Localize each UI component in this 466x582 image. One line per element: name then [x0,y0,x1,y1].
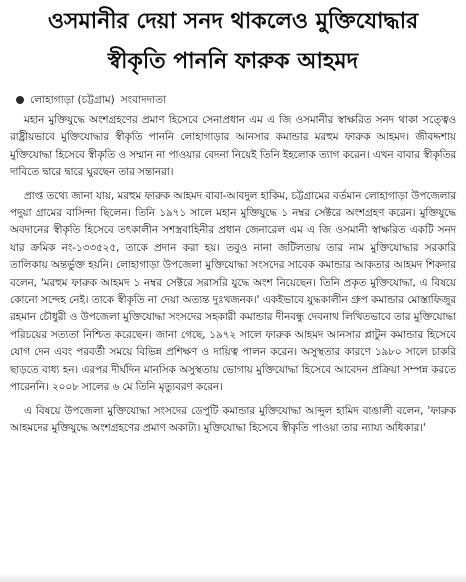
headline-line-1: ওসমানীর দেয়া সনদ থাকলেও মুক্তিযোদ্ধার [47,9,419,34]
paragraph-2: প্রাপ্ত তথ্যে জানা যায়, মরহুম ফারুক আহমদ বাবা-আবদুল হাকিম, চট্টগ্রামের বর্তমান লোহাগাড়া উপজেলার পদুয়া গ্রামের বাসিন্দা ছিলেন। তিনি ১৯৭১ সালে মহান মুক্তিযুদ্ধে ১ নম্বর সেক্টরে অংশগ্রহণ করেন। মুক্তিযুদ্ধে অবদানের স্বীকৃতি হিসেবে তৎকালীন সশস্ত্রবাহিনীর প্রধান জেনারেল এম এ জি ওসমানী স্বাক্ষরিত একটি সনদ যার ক্রমিক নং-১৩৩৫২৫, তাকে প্রদান করা হয়। তবুও নানা জটিলতায় তার নাম মুক্তিযোদ্ধার সরকারি তালিকায় অন্তর্ভুক্ত হয়নি। লোহাগাড়া উপজেলা মুক্তিযোদ্ধা সংসদের সাবেক কমান্ডার আকতার আহমদ শিকদার বলেন, 'মরহুম ফারুক আহমদ ১ নম্বর সেক্টরে সরাসরি যুদ্ধে অংশ নিয়েছেন। তিনি প্রকৃত মুক্তিযোদ্ধা, এ বিষয়ে কোনো সন্দেহ নেই। তাকে স্বীকৃতি না দেয়া অত্যন্ত দুঃখজনক।' একইভাবে যুদ্ধকালীন গ্রুপ কমান্ডার মোস্তাফিজুর রহমান চৌধুরী ও উপজেলা মুক্তিযোদ্ধা সংসদের সহকারী কমান্ডার দীনবন্ধু দেবনাথ লিখিতভাবে তার মুক্তিযোদ্ধা পরিচয়ের সত্যতা নিশ্চিত করেছেন। জানা গেছে, ১৯৭২ সালে ফারুক আহমদ আনসার প্লাটুন কমান্ডার হিসেবে যোগ দেন এবং পরবর্তী সময়ে বিভিন্ন প্রশিক্ষণ ও দায়িত্ব পালন করেন। অসুস্থতার কারণে ১৯৮০ সালে চাকরি ছাড়তে বাধ্য হন। এরপর দীর্ঘদিন মানসিক অসুস্থতায় ভোগায় মুক্তিযোদ্ধা হিসেবে আবেদন প্রক্রিয়া সম্পন্ন করতে পারেননি। ২০০৮ সালের ৬ মে তিনি মৃত্যুবরণ করেন। [10,189,457,394]
paragraph-3: এ বিষয়ে উপজেলা মুক্তিযোদ্ধা সংসদের ডেপুটি কমান্ডার মুক্তিযোদ্ধা আব্দুল হামিদ বাঙালী বলেন, 'ফারুক আহমদের মুক্তিযুদ্ধে অংশগ্রহণের প্রমাণ অকাট্য। মুক্তিযোদ্ধা হিসেবে স্বীকৃতি পাওয়া তার ন্যায্য অধিকার।' [10,404,456,434]
bullet-icon [16,96,24,104]
article-body [10,112,456,437]
page-bottom-edge [0,572,466,582]
dateline-place: লোহাগাড়া (চট্টগ্রাম) [30,94,115,106]
dateline-byline: সংবাদদাতা [120,94,167,106]
headline [10,0,456,82]
paragraph-1: মহান মুক্তিযুদ্ধে অংশগ্রহণের প্রমাণ হিসেবে সেনাপ্রধান এম এ জি ওসমানীর স্বাক্ষরিত সনদ থাকা সত্ত্বেও রাষ্ট্রীয়ভাবে মুক্তিযোদ্ধার স্বীকৃতি পাননি লোহাগাড়ার আনসার কমান্ডার মরহুম ফারুক আহমদ। জীবদ্দশায় মুক্তিযোদ্ধা হিসেবে স্বীকৃতি ও সম্মান না পাওয়ার বেদনা নিয়েই তিনি ইহলোক ত্যাগ করেন। এখন বাবার স্বীকৃতির দাবিতে দ্বারে দ্বারে ঘুরছেন তার সন্তানরা। [10,114,456,179]
dateline [16,92,456,108]
headline-line-2: স্বীকৃতি পাননি ফারুক আহমদ [107,49,359,74]
